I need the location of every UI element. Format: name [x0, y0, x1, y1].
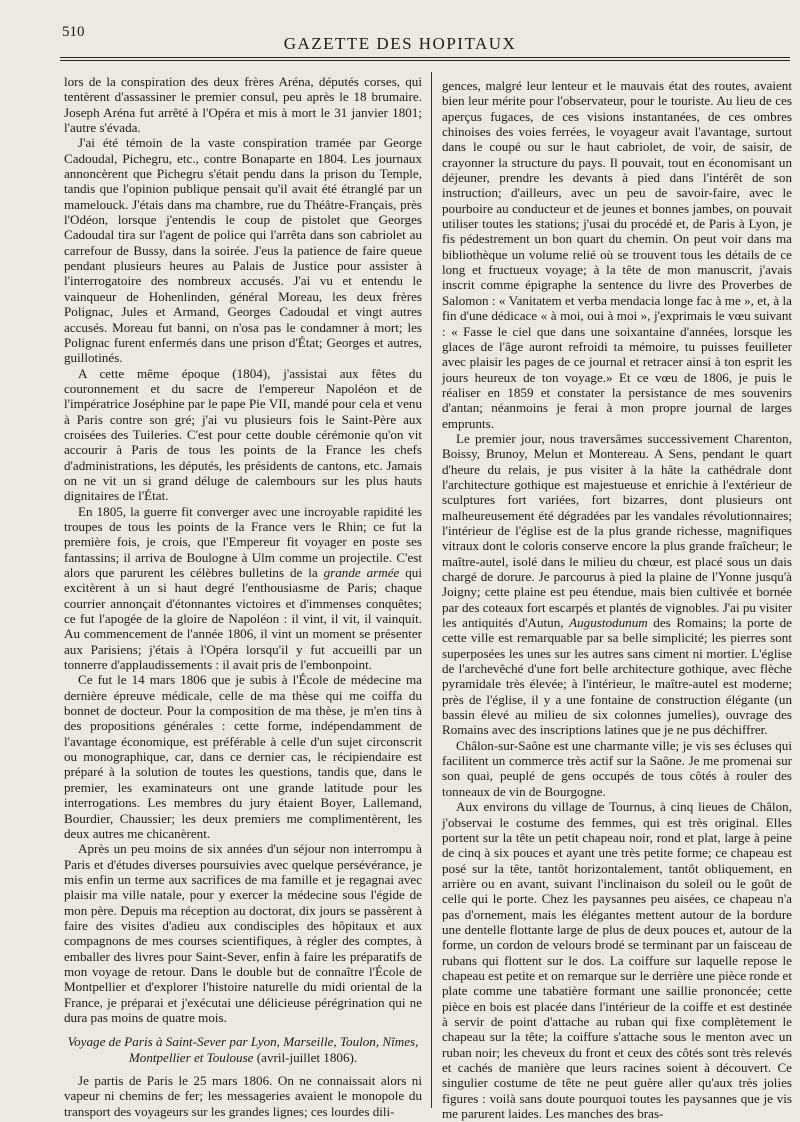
paragraph: Je partis de Paris le 25 mars 1806. On ne connaissait alors ni vapeur ni chemins de fer; les messageries avaient le monopole du transport des voyageurs sur les grandes lignes; ces lourdes dili-: [64, 1073, 422, 1119]
paragraph-text: des Romains; la porte de cette ville est remarquable par sa belle simplicité; les pierres sont superposées les unes sur les autres sans ciment ni mortier. L'église de l'archevêché d'une fort belle architecture gothique, avec flèche pyramidale très élevée; à l'intérieur, le maître-autel est moderne; près de l'église, il y a une fontaine de construction élégante (un bassin élevé au milieu de six colonnes jumelles), ouvrage des Romains avec des inscriptions latines que je ne pus déchiffrer.: [442, 615, 792, 738]
paragraph: A cette même époque (1804), j'assistai aux fêtes du couronnement et du sacre de l'empereur Napoléon et de l'impératrice Joséphine par le pape Pie VII, mandé pour cela et venu à Paris contre son gré; j'ai vu plusieurs fois le Saint-Père aux croisées des Tuileries. C'est pour cette double cérémonie qu'on vit accourir à Paris de tous les points de la France les chefs d'administrations, les députés, les présidents de cantons, etc. Jamais on ne vit un si grand déluge de calembours sur les plus hauts dignitaires de l'État.: [64, 365, 422, 504]
paragraph: Ce fut le 14 mars 1806 que je subis à l'École de médecine ma dernière épreuve médicale, celle de ma thèse qui me coiffa du bonnet de docteur. Pour la composition de ma thèse, je m'en tins à des propositions générales : cette forme, indépendamment de l'avantage économique, est préférable à celle d'un sujet circonscrit ou monographique, car, dans ce dernier cas, le récipiendaire est préparé à la solution de toutes les questions, tandis que, dans le premier, les examinateurs ont une grande latitude pour les interrogations. Les membres du jury étaient Boyer, Lallemand, Bourdier, Chaussier; les deux premiers me complimentèrent, les deux autres me chicanèrent.: [64, 672, 422, 841]
italic-term: grande armée: [323, 565, 400, 580]
paragraph-text: En 1805, la guerre fit converger avec une incroyable rapidité les troupes de tous les points de la France vers le Rhin; ce fut la première fois, je crois, que l'Empereur fit voyager en poste ses fantassins; il arriva de Boulogne à Ulm comme un projectile. C'est alors que parurent les célèbres bulletins de la: [64, 503, 422, 580]
paragraph: lors de la conspiration des deux frères Aréna, députés corses, qui tentèrent d'assassiner le premier consul, peu après le 18 brumaire. Joseph Aréna fut arrêté à l'Opéra et mis à mort le 31 janvier 1801; l'autre s'évada.: [64, 74, 422, 136]
paragraph: J'ai été témoin de la vaste conspiration tramée par George Cadoudal, Pichegru, etc., contre Bonaparte en 1804. Les journaux annoncèrent que Pichegru s'était pendu dans la prison du Temple, tandis que l'opinion publique pensait qu'il avait été étranglé par un mamelouck. J'étais dans ma chambre, rue du Théâtre-Français, près l'Odéon, lorsque j'entendis le coup de pistolet que Georges Cadoudal tira sur l'agent de police qui l'arrêta dans son cabriolet au carrefour de Bussy, dans la soirée. J'eus la patience de faire queue pendant plusieurs heures au Palais de Justice pour assister à l'interrogatoire des nombreux accusés. J'ai vu et entendu le vainqueur de Hohenlinden, général Moreau, les deux frères Polignac, Jules et Armand, Georges Cadoudal et vingt autres accusés. Moreau fut banni, on n'osa pas le condamner à mort; les Polignac furent enfermés dans une prison d'État; Georges et autres, guillotinés.: [64, 135, 422, 366]
section-heading-italic: Voyage de Paris à Saint-Sever par Lyon, Marseille, Toulon, Nîmes, Montpellier et Toulouse: [67, 1034, 419, 1065]
paragraph: Après un peu moins de six années d'un séjour non interrompu à Paris et d'études diverses poursuivies avec quelque persévérance, je mis enfin un terme aux sacrifices de ma famille et je regagnai avec plaisir ma ville natale, pour y exercer la médecine sous l'égide de mon père. Depuis ma réception au doctorat, dix jours se passèrent à faire des visites d'adieu aux condisciples des hôpitaux et aux compagnons de mes courses scientifiques, à régler des comptes, à emballer des livres pour Saint-Sever, enfin à faire les préparatifs de mon voyage de retour. Dans le double but de connaître l'École de Montpellier et d'explorer l'histoire naturelle du midi oriental de la France, je préparai et j'exécutai une délicieuse pérégrination qui ne dura pas moins de quatre mois.: [64, 841, 422, 1025]
paragraph: gences, malgré leur lenteur et le mauvais état des routes, avaient bien leur mérite pour l'observateur, pour le touriste. Au lieu de ces aperçus fugaces, de ces visions instantanées, de ces ombres chinoises des voies ferrées, le voyageur avait l'avantage, surtout dans le coupé ou sur le haut cabriolet, de voir, de saisir, de crayonner la structure du pays. Il pouvait, tout en économisant un déjeuner, prendre les devants à pied dans l'intérêt de son instruction; d'ailleurs, avec un peu de savoir-faire, avec le pourboire au conducteur et de jeunes et bonnes jambes, on pouvait utiliser toutes les stations; j'usai du procédé et, de Paris à Lyon, je fis pédestrement un bon quart du chemin. On peut voir dans ma bibliothèque un volume relié où se trouvent tous les détails de ce long et fructueux voyage; à la tête de mon manuscrit, j'avais inscrit comme épigraphe la sentence du livre des Proverbes de Salomon : « Vanitatem et verba mendacia longe fac à me », et, à la fin d'une dédicace « à moi, oui à moi », j'exprimais le vœu suivant : « Fasse le ciel que dans une soixantaine d'années, lorsque les glaces de l'âge auront refroidi ta mémoire, tu puisses feuilleter avec plaisir les pages de ce journal et retracer ainsi à ton esprit les jours heureux de ton voyage.» Et ce vœu de 1806, je puis le réaliser en 1859 et constater la persistance de mes souvenirs d'antan; néanmoins je ferai à mon propre journal de larges emprunts.: [442, 78, 792, 431]
italic-term: Augustodunum: [569, 615, 648, 631]
running-head-title: GAZETTE DES HOPITAUX: [283, 34, 517, 53]
paragraph: Châlon-sur-Saône est une charmante ville; je vis ses écluses qui facilitent un commerce très actif sur la Saône. Je me promenai sur son quai, peuplé de gens occupés de tous côtés à rouler des tonneaux de vin de Bourgogne.: [442, 737, 792, 799]
header-rule: [60, 57, 790, 61]
paragraph: [442, 431, 792, 738]
paragraph: [64, 504, 422, 673]
right-column: [442, 78, 792, 1121]
paragraph-text: Le premier jour, nous traversâmes successivement Charenton, Boissy, Brunoy, Melun et Montereau. A Sens, pendant le quart d'heure du relais, je pus visiter à la hâte la cathédrale dont l'architecture gothique est majestueuse et enrichie à l'extérieur de sculptures fort variées, fort bizarres, dont plusieurs ont malheureusement été dégradées par les vandales révolutionnaires; l'intérieur de l'église est de la plus grande richesse, magnifiques vitraux dont le coloris conserve encore la plus grande fraîcheur; le maître-autel, isolé dans le milieu du chœur, est placé sous un dais chargé de dorure. Je parcourus à pied la plaine de l'Yonne jusqu'à Joigny; cette plaine est peu étendue, mais bien cultivée et bornée par des coteaux fort escarpés et plantés de vignobles. J'ai pu visiter les antiquités d'Autun,: [442, 430, 792, 631]
paragraph: Aux environs du village de Tournus, à cinq lieues de Châlon, j'observai le costume des femmes, qui est très original. Elles portent sur la tête un petit chapeau noir, rond et plat, large à peine de cinq à six pouces et ayant une très petite forme; ce chapeau est posé sur la tête, tantôt horizontalement, tantôt obliquement, en arrière ou en avant, suivant l'inclinaison du soleil ou le goût de celle qui le porte. Chez les paysannes peu aisées, ce chapeau n'a pas d'ornement, mais les élégantes mettent autour de la bordure une dentelle flottante large de plus de deux pouces et, autour de la forme, un cordon de velours brodé se terminant par un faisceau de rubans qui flottent sur le dos. La coiffure sur laquelle repose le chapeau est petite et on remarque sur le derrière une pièce ronde et plate comme une tabatière formant une saillie prononcée; cette pièce en bois est placée dans l'intérieur de la coiffe et est destinée à servir de point d'attache au ruban qui fixe complètement le chapeau sur la tête; la coiffure s'attache sous le menton avec un ruban noir; les cheveux du front et ceux des côtés sont très relevés et cachés de manière que leurs racines soient à découvert. Ce singulier costume de tête ne peut guère aller qu'aux très jolies figures : voilà sans doute pourquoi toutes les paysannes que je vis me parurent laides. Les manches des bras-: [442, 799, 792, 1122]
section-heading-dates: (avril-juillet 1806).: [253, 1049, 358, 1065]
column-divider: [431, 72, 432, 1108]
section-heading: [64, 1034, 422, 1065]
paragraph-text: qui excitèrent à un si haut degré l'enthousiasme de Paris; chaque courrier annonçait d'étonnantes victoires et d'immenses conquêtes; ce fut l'apogée de la gloire de Napoléon : il vint, il vit, il vainquit. Au commencement de l'année 1806, il vint un moment se présenter aux Parisiens; j'étais à l'Opéra lorsqu'il y fut accueilli par un tonnerre d'applaudissements : il avait pris de l'embonpoint.: [64, 565, 422, 673]
left-column: [64, 74, 422, 1119]
page-number: 510: [62, 24, 85, 40]
